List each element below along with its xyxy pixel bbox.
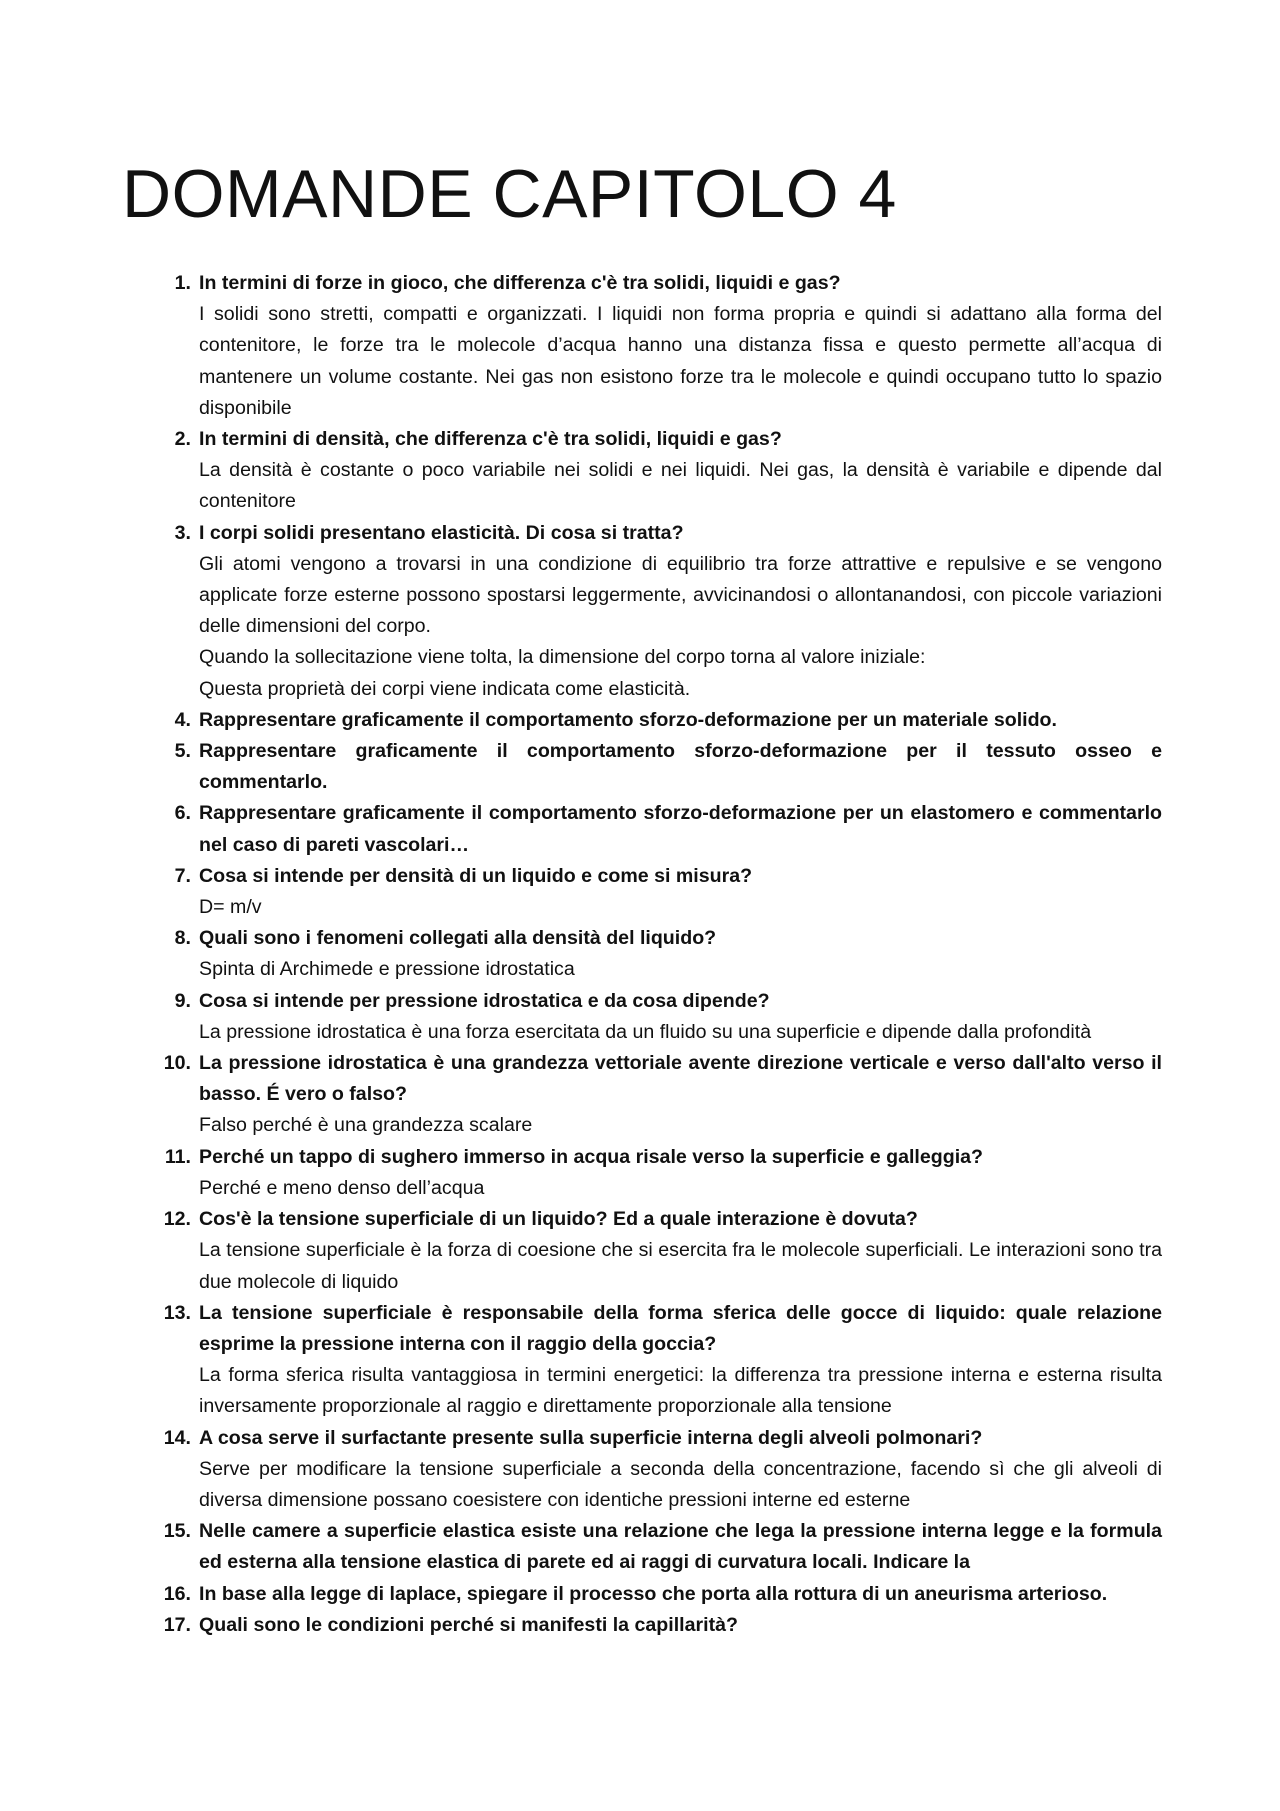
- answer-text: I solidi sono stretti, compatti e organizzati. I liquidi non forma propria e quindi si adattano alla forma del contenitore, le forze tra le molecole d’acqua hanno una distanza fissa e questo permette all’acqua di mantenere un volume costante. Nei gas non esistono forze tra le molecole e quindi occupano tutto lo spazio disponibile: [199, 303, 1162, 419]
- question-item: [157, 923, 1162, 985]
- question-number: 1.: [174, 272, 191, 294]
- question-text: Perché un tappo di sughero immerso in acqua risale verso la superficie e galleggia?: [199, 1145, 983, 1168]
- question-number: 11.: [164, 1145, 191, 1168]
- question-item: [157, 861, 1162, 923]
- answer-text: Gli atomi vengono a trovarsi in una condizione di equilibrio tra forze attrattive e repulsive e se vengono applicate forze esterne possono spostarsi leggermente, avvicinandosi o allontanandosi, con piccole variazioni delle dimensioni del corpo.: [199, 552, 1162, 638]
- question-number: 8.: [174, 927, 191, 950]
- question-item: [157, 736, 1162, 798]
- question-number: 2.: [174, 428, 191, 451]
- answer-text: D= m/v: [199, 896, 262, 919]
- question-number: 6.: [174, 802, 191, 825]
- question-item: [157, 268, 1162, 424]
- question-text: Quali sono le condizioni perché si manifesti la capillarità?: [199, 1613, 738, 1636]
- document-title: DOMANDE CAPITOLO 4: [122, 156, 897, 232]
- question-item: [157, 1142, 1162, 1204]
- answer-text: La pressione idrostatica è una forza esercitata da un fluido su una superficie e dipende dalla profondità: [199, 1020, 1092, 1043]
- question-text: Cosa si intende per pressione idrostatica e da cosa dipende?: [199, 989, 770, 1012]
- question-item: [157, 705, 1162, 736]
- question-text: A cosa serve il surfactante presente sulla superficie interna degli alveoli polmonari?: [199, 1426, 983, 1449]
- question-item: [157, 1204, 1162, 1298]
- question-number: 9.: [174, 989, 191, 1012]
- question-number: 17.: [163, 1613, 191, 1636]
- question-text: La tensione superficiale è responsabile della forma sferica delle gocce di liquido: quale relazione esprime la pressione interna con il raggio della goccia?: [199, 1301, 1162, 1355]
- question-number: 13.: [163, 1301, 191, 1324]
- answer-text: Perché e meno denso dell’acqua: [199, 1176, 485, 1199]
- question-number: 7.: [174, 864, 191, 887]
- answer-text: Falso perché è una grandezza scalare: [199, 1114, 533, 1137]
- question-number: 5.: [174, 740, 191, 763]
- question-text: Cosa si intende per densità di un liquido e come si misura?: [199, 864, 753, 887]
- question-item: [157, 1579, 1162, 1610]
- answer-text: Spinta di Archimede e pressione idrostatica: [199, 958, 575, 981]
- question-item: [157, 1048, 1162, 1142]
- question-text: La pressione idrostatica è una grandezza vettoriale avente direzione verticale e verso dall'alto verso il basso. É vero o falso?: [199, 1052, 1162, 1106]
- question-text: In base alla legge di laplace, spiegare il processo che porta alla rottura di un aneurisma arterioso.: [199, 1582, 1108, 1605]
- question-number: 12.: [163, 1208, 191, 1231]
- question-item: [157, 798, 1162, 860]
- question-item: [157, 424, 1162, 518]
- question-text: In termini di forze in gioco, che differenza c'è tra solidi, liquidi e gas?: [199, 272, 841, 294]
- answer-text: Questa proprietà dei corpi viene indicata come elasticità.: [199, 677, 691, 700]
- question-text: Nelle camere a superficie elastica esiste una relazione che lega la pressione interna legge e la formula ed esterna alla tensione elastica di parete ed ai raggi di curvatura locali. Indicare la: [199, 1520, 1162, 1574]
- question-number: 14.: [163, 1426, 191, 1449]
- question-list: [157, 268, 1162, 1641]
- question-text: In termini di densità, che differenza c'è tra solidi, liquidi e gas?: [199, 428, 782, 451]
- question-text: Quali sono i fenomeni collegati alla densità del liquido?: [199, 927, 717, 950]
- answer-text: La densità è costante o poco variabile nei solidi e nei liquidi. Nei gas, la densità è variabile e dipende dal contenitore: [199, 459, 1162, 513]
- question-text: Rappresentare graficamente il comportamento sforzo-deformazione per un materiale solido.: [199, 708, 1057, 731]
- question-text: Rappresentare graficamente il comportamento sforzo-deformazione per il tessuto osseo e commentarlo.: [199, 740, 1162, 794]
- answer-text: Serve per modificare la tensione superficiale a seconda della concentrazione, facendo sì che gli alveoli di diversa dimensione possano coesistere con identiche pressioni interne ed esterne: [199, 1457, 1162, 1511]
- question-number: 4.: [174, 708, 191, 731]
- question-number: 3.: [174, 521, 191, 544]
- answer-text: La forma sferica risulta vantaggiosa in termini energetici: la differenza tra pressione interna e esterna risulta inversamente proporzionale al raggio e direttamente proporzionale alla tensione: [199, 1364, 1162, 1418]
- question-item: [157, 986, 1162, 1048]
- question-item: [157, 1610, 1162, 1641]
- question-item: [157, 1423, 1162, 1517]
- question-item: [157, 518, 1162, 705]
- question-text: Cos'è la tensione superficiale di un liquido? Ed a quale interazione è dovuta?: [199, 1208, 918, 1231]
- question-number: 10.: [163, 1052, 191, 1075]
- question-number: 15.: [163, 1520, 191, 1543]
- question-item: [157, 1516, 1162, 1578]
- answer-text: Quando la sollecitazione viene tolta, la dimensione del corpo torna al valore iniziale:: [199, 646, 926, 669]
- question-number: 16.: [163, 1582, 191, 1605]
- question-text: Rappresentare graficamente il comportamento sforzo-deformazione per un elastomero e commentarlo nel caso di pareti vascolari…: [199, 802, 1162, 856]
- answer-text: La tensione superficiale è la forza di coesione che si esercita fra le molecole superficiali. Le interazioni sono tra due molecole di liquido: [199, 1239, 1162, 1293]
- question-text: I corpi solidi presentano elasticità. Di cosa si tratta?: [199, 521, 684, 544]
- question-item: [157, 1298, 1162, 1423]
